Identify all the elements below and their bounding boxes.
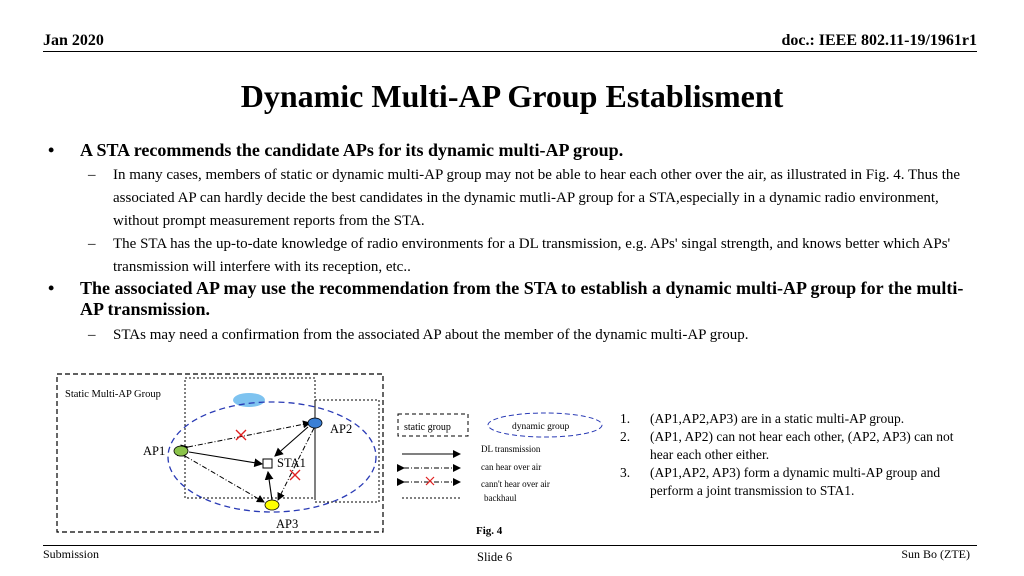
bullet-2-sub-1-text: STAs may need a confirmation from the associated AP about the member of the dynamic multi-AP group. bbox=[113, 327, 749, 343]
static-group-label: Static Multi-AP Group bbox=[65, 389, 161, 400]
header-rule bbox=[43, 51, 977, 52]
bullet-2-sub-1 bbox=[88, 324, 968, 348]
ap2-node bbox=[308, 418, 322, 428]
note-text: (AP1,AP2, AP3) form a dynamic multi-AP group and perform a joint transmission to STA1. bbox=[650, 465, 941, 498]
legend-cannot-hear-label: cann't hear over air bbox=[481, 479, 550, 489]
note-number: 3. bbox=[620, 465, 631, 480]
legend-static-group-label: static group bbox=[404, 422, 451, 433]
note-item bbox=[620, 410, 980, 428]
bullet-symbol: • bbox=[48, 278, 55, 298]
ap2-sta1-dl bbox=[275, 427, 308, 456]
cross-icon-ap1-ap2 bbox=[236, 430, 246, 440]
footer-author: Sun Bo (ZTE) bbox=[901, 547, 970, 561]
cross-icon-ap2-ap3 bbox=[290, 470, 300, 480]
note-text: (AP1,AP2,AP3) are in a static multi-AP group. bbox=[650, 411, 905, 426]
ap3-node bbox=[265, 500, 279, 510]
bullet-1-text: A STA recommends the candidate APs for its dynamic multi-AP group. bbox=[80, 140, 624, 160]
footer-submission: Submission bbox=[43, 547, 100, 561]
dash-symbol: – bbox=[88, 236, 96, 252]
bullet-2-text: The associated AP may use the recommendation from the STA to establish a dynamic multi-AP group for the multi-AP transmission. bbox=[80, 278, 964, 319]
legend-cross-icon bbox=[426, 477, 434, 485]
ap1-sta1-dl bbox=[189, 452, 262, 464]
bullet-1-sub-1-text: In many cases, members of static or dynamic multi-AP group may not be able to hear each other over the air, as illustrated in Fig. 4. Thus the associated AP can hardly decide the best candidates in the dynamic mutli-AP group for a STA,especially in a dynamic radio environment, without prompt measurement reports from the STA. bbox=[113, 167, 961, 229]
ap1-node bbox=[174, 446, 188, 456]
note-item bbox=[620, 464, 980, 500]
header-date: Jan 2020 bbox=[43, 32, 104, 49]
legend-backhaul-label: backhaul bbox=[484, 493, 517, 503]
figure-caption: Fig. 4 bbox=[476, 525, 503, 537]
ap3-sta1-dl bbox=[268, 472, 272, 500]
ap2-label: AP2 bbox=[330, 422, 353, 436]
ap1-label: AP1 bbox=[143, 444, 166, 458]
legend-can-hear-label: can hear over air bbox=[481, 462, 542, 472]
cloud-icon bbox=[233, 393, 265, 407]
figure-notes bbox=[620, 410, 980, 500]
legend-dynamic-group-label: dynamic group bbox=[512, 422, 570, 432]
bullet-1-sub-2 bbox=[88, 233, 968, 279]
dash-symbol: – bbox=[88, 167, 96, 183]
note-text: (AP1, AP2) can not hear each other, (AP2, AP3) can not hear each other either. bbox=[650, 429, 954, 462]
bullet-2 bbox=[48, 278, 988, 322]
legend-dl-label: DL transmission bbox=[481, 444, 541, 454]
header-doc-id: doc.: IEEE 802.11-19/1961r1 bbox=[781, 32, 977, 49]
ap3-label: AP3 bbox=[276, 517, 299, 531]
note-item bbox=[620, 428, 980, 464]
backhaul-box-2 bbox=[315, 400, 379, 502]
dash-symbol: – bbox=[88, 327, 96, 343]
sta1-node bbox=[263, 459, 272, 468]
bullet-symbol: • bbox=[48, 140, 55, 160]
dynamic-group-ellipse bbox=[168, 402, 376, 512]
bullet-1-sub-2-text: The STA has the up-to-date knowledge of radio environments for a DL transmission, e.g. APs' singal strength, and knows better which APs' transmission will interfere with its reception, etc.. bbox=[113, 236, 951, 275]
footer-slide-number: Slide 6 bbox=[477, 550, 513, 564]
slide-title: Dynamic Multi-AP Group Establisment bbox=[240, 78, 784, 114]
figure-4-diagram bbox=[0, 360, 620, 545]
bullet-1 bbox=[48, 140, 988, 162]
ap1-ap2-link bbox=[188, 423, 310, 447]
bullet-1-sub-1 bbox=[88, 164, 968, 234]
note-number: 1. bbox=[620, 411, 631, 426]
footer-rule bbox=[43, 545, 977, 546]
sta1-label: STA1 bbox=[277, 456, 306, 470]
note-number: 2. bbox=[620, 429, 631, 444]
